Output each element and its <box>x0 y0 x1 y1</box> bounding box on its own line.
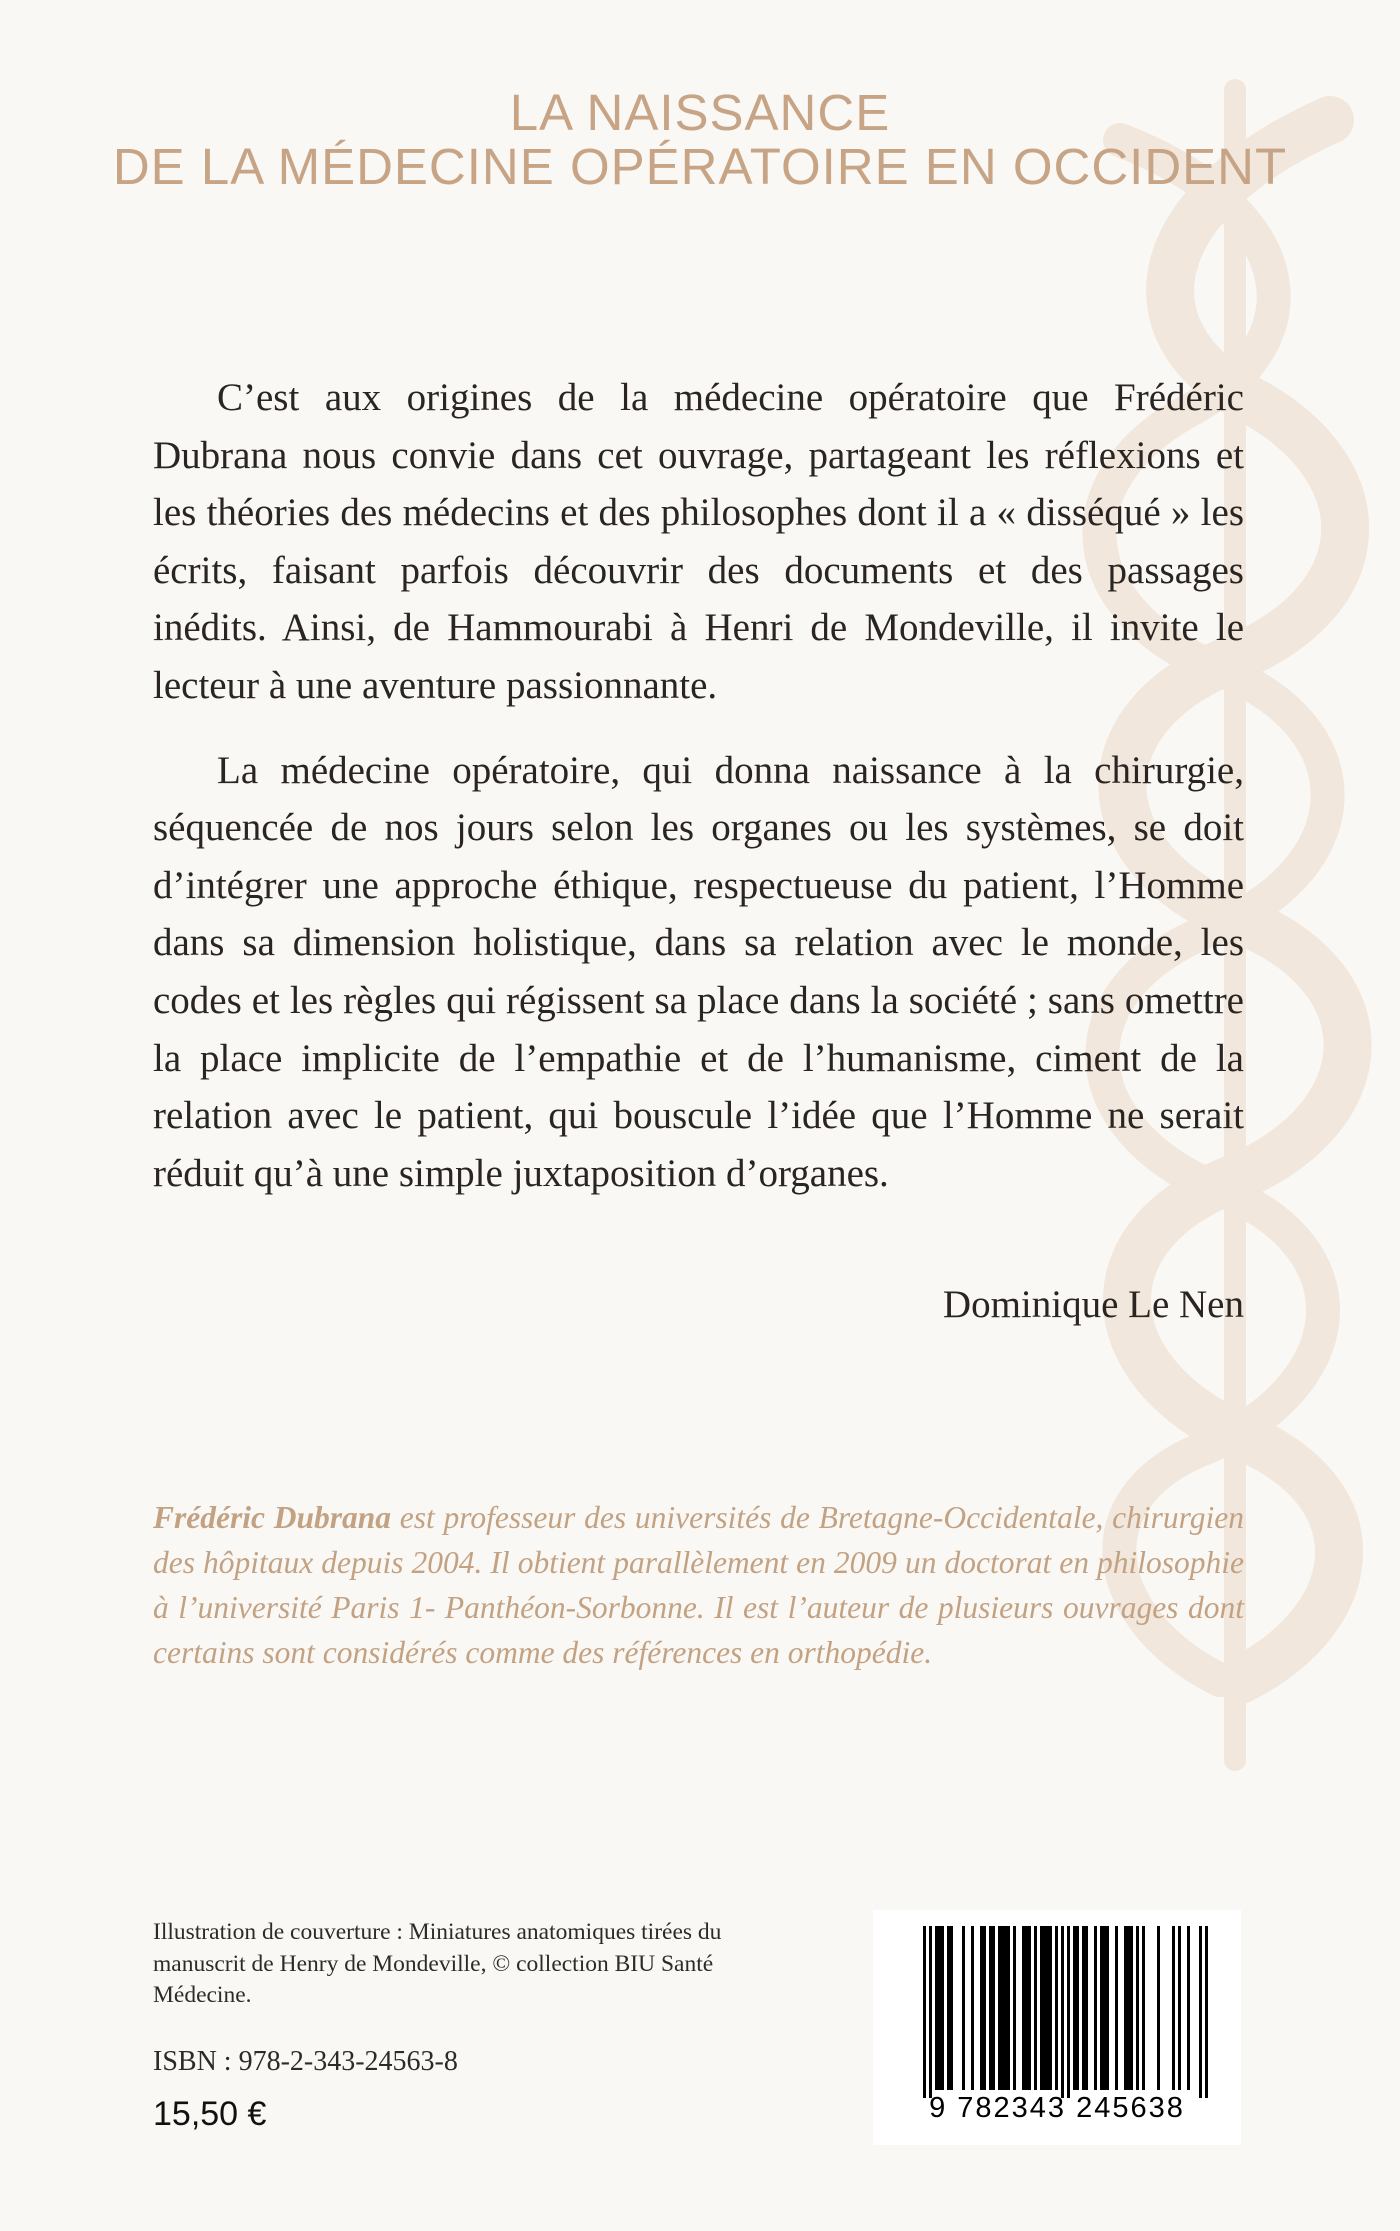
barcode-bar <box>1187 1926 1190 2090</box>
barcode-bar <box>989 1926 992 2090</box>
barcode-bar <box>1103 1926 1106 2090</box>
barcode-bar <box>1022 1926 1025 2090</box>
barcode-bar <box>1013 1926 1016 2090</box>
barcode-bar <box>971 1926 974 2090</box>
barcode-bar <box>1100 1926 1103 2090</box>
barcode-bar <box>1034 1926 1037 2090</box>
author-name: Frédéric Dubrana <box>153 1500 392 1535</box>
barcode-bar <box>1001 1926 1004 2090</box>
barcode-bar <box>1055 1926 1058 2090</box>
blurb-paragraph-2: La médecine opératoire, qui donna naissance à la chirurgie, séquencée de nos jours selon les organes ou les systèmes, se doit d’intégrer une approche éthique, respectueuse du patient, l’Homme dans sa dimension holistique, dans sa relation avec le monde, les codes et les règles qui régissent sa place dans la société ; sans omettre la place implicite de l’empathie et de l’humanisme, ciment de la relation avec le patient, qui bouscule l’idée que l’Homme ne serait réduit qu’à une simple juxtaposition d’organes. <box>153 748 1244 1195</box>
author-biography <box>153 1495 1244 1675</box>
barcode-bar <box>1157 1926 1160 2090</box>
barcode-bar <box>941 1926 944 2090</box>
barcode-bar <box>1142 1926 1145 2090</box>
book-title-line-2: DE LA MÉDECINE OPÉRATOIRE EN OCCIDENT <box>112 138 1288 195</box>
price-label: 15,50 € <box>153 2095 267 2133</box>
author-bio-text: est professeur des universités de Bretagne-Occidentale, chirurgien des hôpitaux depuis 2004. Il obtient parallèlement en 2009 un doctorat en philosophie à l’université Paris 1- Panthéon-Sorbonne. Il est l’auteur de plusieurs ouvrages dont certains sont considérés comme des références en orthopédie. <box>153 1500 1244 1670</box>
book-title-line-1: LA NAISSANCE <box>509 84 891 141</box>
barcode-bar <box>947 1926 950 2090</box>
barcode-bar <box>1178 1926 1181 2090</box>
barcode-bar <box>1115 1926 1118 2090</box>
barcode-bar <box>935 1926 938 2090</box>
barcode-bar <box>1172 1926 1175 2090</box>
barcode-bar <box>992 1926 995 2090</box>
barcode-bar <box>1127 1926 1130 2090</box>
barcode-bar <box>983 1926 986 2090</box>
barcode-bar <box>1007 1926 1010 2090</box>
barcode-bar <box>1073 1926 1076 2090</box>
book-title <box>0 86 1400 194</box>
barcode-bar <box>1076 1926 1079 2090</box>
barcode-number: 9 782343 245638 <box>929 2092 1185 2124</box>
barcode-bar <box>1205 1926 1208 2098</box>
barcode-bar <box>1094 1926 1097 2090</box>
barcode-bar <box>929 1926 932 2098</box>
barcode-bar <box>1082 1926 1085 2090</box>
barcode-bar <box>1004 1926 1007 2090</box>
barcode-bar <box>1040 1926 1043 2090</box>
barcode-bar <box>980 1926 983 2090</box>
barcode-bar <box>1061 1926 1064 2098</box>
barcode-bar <box>1124 1926 1127 2090</box>
barcode <box>873 1910 1241 2145</box>
blurb-signature: Dominique Le Nen <box>942 1283 1244 1326</box>
barcode-bar <box>1085 1926 1088 2090</box>
barcode-bar <box>1067 1926 1070 2098</box>
barcode-bar <box>1199 1926 1202 2098</box>
barcode-bar <box>1106 1926 1109 2090</box>
barcode-bar <box>1130 1926 1133 2090</box>
isbn-label: ISBN : 978-2-343-24563-8 <box>153 2046 458 2077</box>
barcode-bar <box>1043 1926 1046 2090</box>
barcode-bar <box>923 1926 926 2098</box>
barcode-bar <box>998 1926 1001 2090</box>
back-cover-blurb <box>153 369 1244 1202</box>
barcode-bar <box>1025 1926 1028 2090</box>
barcode-bar <box>1136 1926 1139 2090</box>
barcode-bar <box>938 1926 941 2090</box>
illustration-credit: Illustration de couverture : Miniatures anatomiques tirées du manuscrit de Henry de Mondeville, © collection BIU Santé Médecine. <box>153 1919 722 2008</box>
blurb-paragraph-1: C’est aux origines de la médecine opératoire que Frédéric Dubrana nous convie dans cet ouvrage, partageant les réflexions et les théories des médecins et des philosophes dont il a « disséqué » les écrits, faisant parfois découvrir des documents et des passages inédits. Ainsi, de Hammourabi à Henri de Mondeville, il invite le lecteur à une aventure passionnante. <box>153 376 1244 707</box>
barcode-bar <box>1028 1926 1031 2090</box>
barcode-bar <box>1046 1926 1049 2090</box>
barcode-bar <box>950 1926 953 2090</box>
barcode-bar <box>962 1926 965 2090</box>
barcode-bar <box>1049 1926 1052 2090</box>
